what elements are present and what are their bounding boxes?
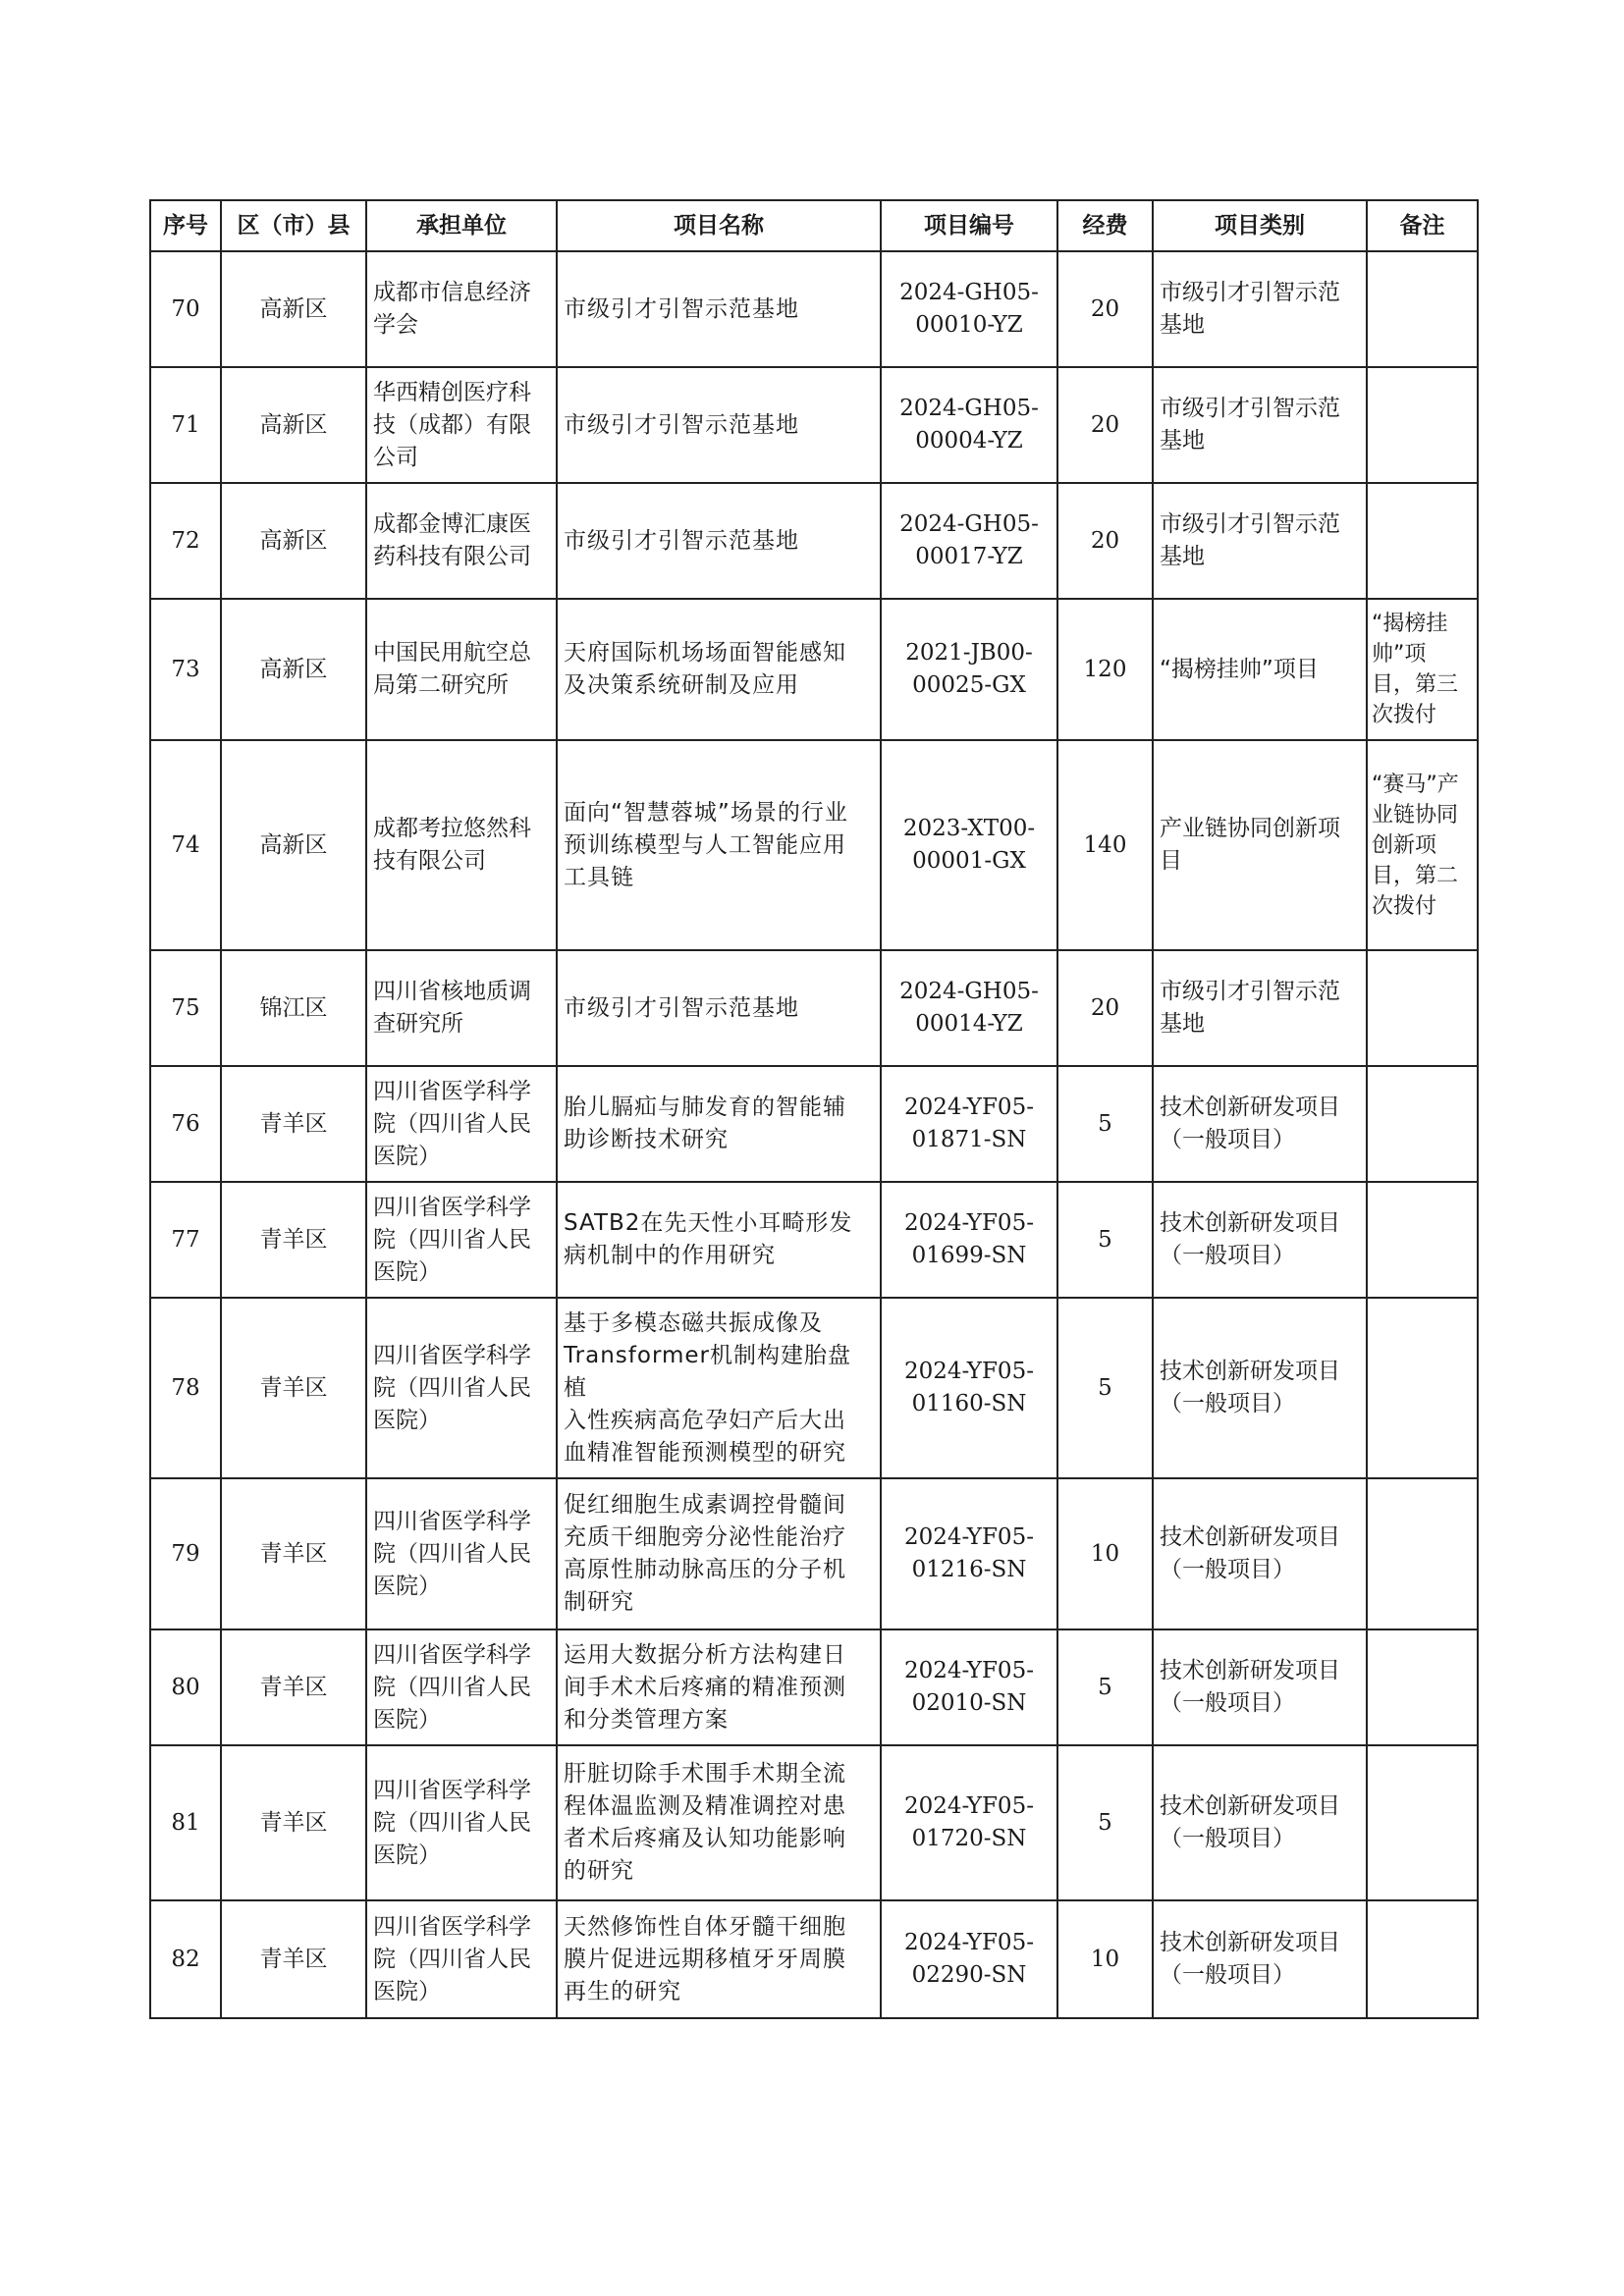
cell-note — [1367, 1182, 1478, 1298]
table-row — [150, 1298, 1478, 1478]
cell-category — [1153, 1182, 1367, 1298]
cell-project-code-text: 2024-GH05- 00010-YZ — [899, 280, 1039, 338]
cell-no-text: 82 — [171, 1946, 200, 1972]
cell-district-text: 青羊区 — [259, 1674, 328, 1700]
table-row — [150, 251, 1478, 367]
cell-project-code-text: 2024-YF05- 01160-SN — [904, 1359, 1034, 1416]
cell-fund — [1057, 1745, 1153, 1900]
cell-fund — [1057, 599, 1153, 740]
cell-no-text: 78 — [171, 1374, 200, 1401]
cell-project-name — [557, 1182, 881, 1298]
cell-project-code — [881, 950, 1057, 1066]
table-row — [150, 1900, 1478, 2018]
cell-no-text: 77 — [171, 1226, 200, 1253]
table-row — [150, 1629, 1478, 1745]
cell-category-text: “揭榜挂帅”项目 — [1160, 656, 1319, 682]
cell-no-text: 81 — [171, 1809, 200, 1836]
cell-note — [1367, 1629, 1478, 1745]
cell-no — [150, 1629, 221, 1745]
table-body — [150, 251, 1478, 2018]
cell-district-text: 高新区 — [259, 527, 328, 554]
cell-no-text: 72 — [171, 527, 200, 554]
cell-district-text: 高新区 — [259, 295, 328, 322]
table-row — [150, 740, 1478, 950]
cell-no — [150, 251, 221, 367]
cell-project-name-text: 市级引才引智示范基地 — [564, 411, 799, 438]
cell-category-text: 市级引才引智示范 基地 — [1160, 280, 1340, 338]
cell-fund-text: 10 — [1090, 1540, 1120, 1567]
cell-district — [221, 1629, 366, 1745]
cell-fund — [1057, 1298, 1153, 1478]
cell-category-text: 技术创新研发项目 （一般项目） — [1160, 1793, 1340, 1851]
cell-note — [1367, 251, 1478, 367]
cell-no-text: 80 — [171, 1674, 200, 1700]
cell-unit — [366, 1298, 557, 1478]
cell-unit — [366, 1182, 557, 1298]
cell-district — [221, 950, 366, 1066]
cell-project-code — [881, 367, 1057, 483]
cell-note — [1367, 1745, 1478, 1900]
header-project-name: 项目名称 — [557, 200, 881, 251]
cell-no — [150, 1900, 221, 2018]
cell-project-name — [557, 599, 881, 740]
cell-project-code — [881, 1066, 1057, 1182]
cell-category — [1153, 1900, 1367, 2018]
cell-district-text: 青羊区 — [259, 1374, 328, 1401]
project-table — [149, 199, 1479, 2019]
cell-fund — [1057, 483, 1153, 599]
cell-note — [1367, 1478, 1478, 1629]
cell-fund — [1057, 950, 1153, 1066]
table-row — [150, 1066, 1478, 1182]
cell-fund-text: 5 — [1098, 1674, 1112, 1700]
cell-project-code — [881, 1298, 1057, 1478]
cell-district-text: 青羊区 — [259, 1946, 328, 1972]
cell-note-text: “揭榜挂 帅”项 目，第三 次拨付 — [1372, 612, 1459, 727]
cell-project-name — [557, 367, 881, 483]
cell-unit-text: 成都考拉悠然科 技有限公司 — [373, 816, 531, 874]
cell-no — [150, 483, 221, 599]
cell-unit — [366, 1900, 557, 2018]
cell-project-code-text: 2024-YF05- 01699-SN — [904, 1210, 1034, 1268]
cell-project-name-text: 市级引才引智示范基地 — [564, 994, 799, 1021]
cell-unit — [366, 483, 557, 599]
cell-project-code — [881, 1745, 1057, 1900]
cell-note — [1367, 599, 1478, 740]
cell-fund-text: 5 — [1098, 1226, 1112, 1253]
cell-project-code-text: 2024-YF05- 01720-SN — [904, 1793, 1034, 1851]
cell-category — [1153, 1298, 1367, 1478]
cell-no-text: 79 — [171, 1540, 200, 1567]
cell-fund — [1057, 740, 1153, 950]
cell-unit — [366, 1478, 557, 1629]
cell-no — [150, 1478, 221, 1629]
cell-category-text: 技术创新研发项目 （一般项目） — [1160, 1095, 1340, 1152]
header-district: 区（市）县 — [221, 200, 366, 251]
table-row — [150, 599, 1478, 740]
cell-category — [1153, 483, 1367, 599]
cell-note — [1367, 367, 1478, 483]
cell-category — [1153, 1629, 1367, 1745]
cell-category-text: 市级引才引智示范 基地 — [1160, 396, 1340, 454]
cell-category — [1153, 1066, 1367, 1182]
cell-district-text: 高新区 — [259, 411, 328, 438]
cell-fund — [1057, 1066, 1153, 1182]
cell-note — [1367, 950, 1478, 1066]
cell-fund — [1057, 1182, 1153, 1298]
cell-unit-text: 华西精创医疗科 技（成都）有限 公司 — [373, 379, 531, 470]
cell-category-text: 市级引才引智示范 基地 — [1160, 979, 1340, 1037]
cell-project-code-text: 2024-GH05- 00014-YZ — [899, 979, 1039, 1037]
cell-unit — [366, 1066, 557, 1182]
header-project-code: 项目编号 — [881, 200, 1057, 251]
cell-project-code — [881, 483, 1057, 599]
cell-project-code-text: 2024-YF05- 02010-SN — [904, 1658, 1034, 1716]
cell-district — [221, 367, 366, 483]
cell-project-name-text: 胎儿膈疝与肺发育的智能辅 助诊断技术研究 — [564, 1095, 846, 1152]
cell-category — [1153, 367, 1367, 483]
cell-project-code — [881, 1182, 1057, 1298]
cell-project-name-text: 天然修饰性自体牙髓干细胞 膜片促进远期移植牙牙周膜 再生的研究 — [564, 1913, 846, 2004]
cell-no-text: 70 — [171, 295, 200, 322]
cell-project-name-text: SATB2在先天性小耳畸形发 病机制中的作用研究 — [564, 1210, 853, 1268]
cell-district — [221, 251, 366, 367]
cell-district-text: 青羊区 — [259, 1110, 328, 1137]
cell-fund-text: 140 — [1083, 831, 1127, 858]
cell-project-name — [557, 1629, 881, 1745]
cell-unit-text: 中国民用航空总 局第二研究所 — [373, 640, 531, 698]
cell-fund-text: 5 — [1098, 1374, 1112, 1401]
cell-fund — [1057, 367, 1153, 483]
table-row — [150, 1478, 1478, 1629]
cell-unit — [366, 950, 557, 1066]
cell-fund-text: 20 — [1090, 994, 1120, 1021]
cell-project-name — [557, 1900, 881, 2018]
cell-district — [221, 740, 366, 950]
table-row — [150, 483, 1478, 599]
cell-unit-text: 四川省医学科学 院（四川省人民 医院） — [373, 1641, 531, 1733]
cell-district — [221, 1900, 366, 2018]
cell-unit-text: 四川省医学科学 院（四川省人民 医院） — [373, 1194, 531, 1285]
cell-no-text: 75 — [171, 994, 200, 1021]
cell-project-name-text: 促红细胞生成素调控骨髓间 充质干细胞旁分泌性能治疗 高原性肺动脉高压的分子机 制研究 — [564, 1492, 846, 1615]
table-row — [150, 950, 1478, 1066]
cell-category — [1153, 251, 1367, 367]
cell-project-name — [557, 251, 881, 367]
cell-fund — [1057, 1900, 1153, 2018]
cell-project-code-text: 2021-JB00- 00025-GX — [905, 640, 1033, 698]
cell-project-name-text: 市级引才引智示范基地 — [564, 295, 799, 322]
cell-project-name — [557, 1298, 881, 1478]
cell-project-code-text: 2024-GH05- 00004-YZ — [899, 396, 1039, 454]
cell-project-code-text: 2023-XT00- 00001-GX — [902, 816, 1036, 874]
cell-no-text: 73 — [171, 656, 200, 682]
cell-note — [1367, 483, 1478, 599]
cell-fund-text: 5 — [1098, 1809, 1112, 1836]
cell-category — [1153, 599, 1367, 740]
cell-no — [150, 1298, 221, 1478]
cell-fund — [1057, 251, 1153, 367]
cell-category — [1153, 1745, 1367, 1900]
cell-fund-text: 20 — [1090, 527, 1120, 554]
cell-project-code — [881, 1629, 1057, 1745]
cell-no — [150, 740, 221, 950]
header-unit: 承担单位 — [366, 200, 557, 251]
cell-unit-text: 四川省核地质调 查研究所 — [373, 979, 531, 1037]
cell-unit-text: 成都金博汇康医 药科技有限公司 — [373, 511, 531, 569]
cell-project-code — [881, 599, 1057, 740]
header-category: 项目类别 — [1153, 200, 1367, 251]
cell-no-text: 76 — [171, 1110, 200, 1137]
cell-unit — [366, 1629, 557, 1745]
table-row — [150, 367, 1478, 483]
cell-district-text: 高新区 — [259, 831, 328, 858]
cell-unit — [366, 1745, 557, 1900]
cell-district — [221, 1478, 366, 1629]
cell-note-text: “赛马”产 业链协同 创新项 目，第二 次拨付 — [1372, 772, 1459, 919]
cell-fund-text: 20 — [1090, 411, 1120, 438]
cell-project-code-text: 2024-YF05- 01871-SN — [904, 1095, 1034, 1152]
cell-project-name-text: 运用大数据分析方法构建日 间手术术后疼痛的精准预测 和分类管理方案 — [564, 1641, 846, 1733]
cell-district-text: 青羊区 — [259, 1226, 328, 1253]
cell-no — [150, 1066, 221, 1182]
cell-project-name-text: 基于多模态磁共振成像及 Transformer机制构建胎盘植 入性疾病高危孕妇产后大出 血精准智能预测模型的研究 — [564, 1309, 852, 1466]
table-row — [150, 1745, 1478, 1900]
cell-project-name-text: 肝脏切除手术围手术期全流 程体温监测及精准调控对患 者术后疼痛及认知功能影响 的研究 — [564, 1761, 846, 1884]
cell-unit-text: 四川省医学科学 院（四川省人民 医院） — [373, 1508, 531, 1599]
cell-category-text: 产业链协同创新项 目 — [1160, 816, 1340, 874]
cell-project-name — [557, 483, 881, 599]
cell-district — [221, 1066, 366, 1182]
cell-unit — [366, 367, 557, 483]
cell-unit-text: 四川省医学科学 院（四川省人民 医院） — [373, 1342, 531, 1433]
cell-category-text: 技术创新研发项目 （一般项目） — [1160, 1359, 1340, 1416]
cell-note — [1367, 1066, 1478, 1182]
cell-no — [150, 1182, 221, 1298]
cell-project-name — [557, 1066, 881, 1182]
cell-no — [150, 599, 221, 740]
header-no: 序号 — [150, 200, 221, 251]
cell-district-text: 青羊区 — [259, 1540, 328, 1567]
cell-category — [1153, 1478, 1367, 1629]
cell-district-text: 青羊区 — [259, 1809, 328, 1836]
cell-district-text: 锦江区 — [259, 994, 328, 1021]
cell-category — [1153, 950, 1367, 1066]
header-note: 备注 — [1367, 200, 1478, 251]
cell-district-text: 高新区 — [259, 656, 328, 682]
cell-project-name — [557, 950, 881, 1066]
cell-project-code — [881, 1478, 1057, 1629]
cell-project-name — [557, 740, 881, 950]
cell-fund-text: 20 — [1090, 295, 1120, 322]
cell-fund-text: 10 — [1090, 1946, 1120, 1972]
cell-fund — [1057, 1629, 1153, 1745]
cell-category-text: 技术创新研发项目 （一般项目） — [1160, 1524, 1340, 1582]
cell-no-text: 71 — [171, 411, 200, 438]
cell-unit — [366, 740, 557, 950]
header-fund: 经费 — [1057, 200, 1153, 251]
cell-fund-text: 120 — [1083, 656, 1127, 682]
cell-no — [150, 367, 221, 483]
cell-no — [150, 1745, 221, 1900]
cell-project-code — [881, 1900, 1057, 2018]
cell-project-code-text: 2024-YF05- 01216-SN — [904, 1524, 1034, 1582]
cell-district — [221, 599, 366, 740]
cell-district — [221, 1182, 366, 1298]
cell-fund — [1057, 1478, 1153, 1629]
cell-project-code — [881, 251, 1057, 367]
cell-note — [1367, 1900, 1478, 2018]
cell-note — [1367, 740, 1478, 950]
cell-category-text: 技术创新研发项目 （一般项目） — [1160, 1210, 1340, 1268]
cell-category-text: 技术创新研发项目 （一般项目） — [1160, 1930, 1340, 1988]
cell-project-name-text: 天府国际机场场面智能感知 及决策系统研制及应用 — [564, 640, 846, 698]
cell-note — [1367, 1298, 1478, 1478]
cell-unit — [366, 251, 557, 367]
cell-category — [1153, 740, 1367, 950]
cell-no-text: 74 — [171, 831, 200, 858]
cell-district — [221, 1745, 366, 1900]
cell-unit-text: 四川省医学科学 院（四川省人民 医院） — [373, 1777, 531, 1868]
cell-project-code — [881, 740, 1057, 950]
cell-unit-text: 四川省医学科学 院（四川省人民 医院） — [373, 1078, 531, 1169]
cell-no — [150, 950, 221, 1066]
cell-category-text: 技术创新研发项目 （一般项目） — [1160, 1658, 1340, 1716]
cell-project-name-text: 市级引才引智示范基地 — [564, 527, 799, 554]
cell-district — [221, 1298, 366, 1478]
table-header-row — [150, 200, 1478, 251]
cell-project-name-text: 面向“智慧蓉城”场景的行业 预训练模型与人工智能应用 工具链 — [564, 799, 848, 890]
cell-project-name — [557, 1478, 881, 1629]
cell-unit-text: 成都市信息经济 学会 — [373, 280, 531, 338]
cell-unit-text: 四川省医学科学 院（四川省人民 医院） — [373, 1913, 531, 2004]
cell-project-code-text: 2024-GH05- 00017-YZ — [899, 511, 1039, 569]
cell-project-code-text: 2024-YF05- 02290-SN — [904, 1930, 1034, 1988]
cell-unit — [366, 599, 557, 740]
cell-fund-text: 5 — [1098, 1110, 1112, 1137]
cell-category-text: 市级引才引智示范 基地 — [1160, 511, 1340, 569]
table-row — [150, 1182, 1478, 1298]
cell-district — [221, 483, 366, 599]
cell-project-name — [557, 1745, 881, 1900]
